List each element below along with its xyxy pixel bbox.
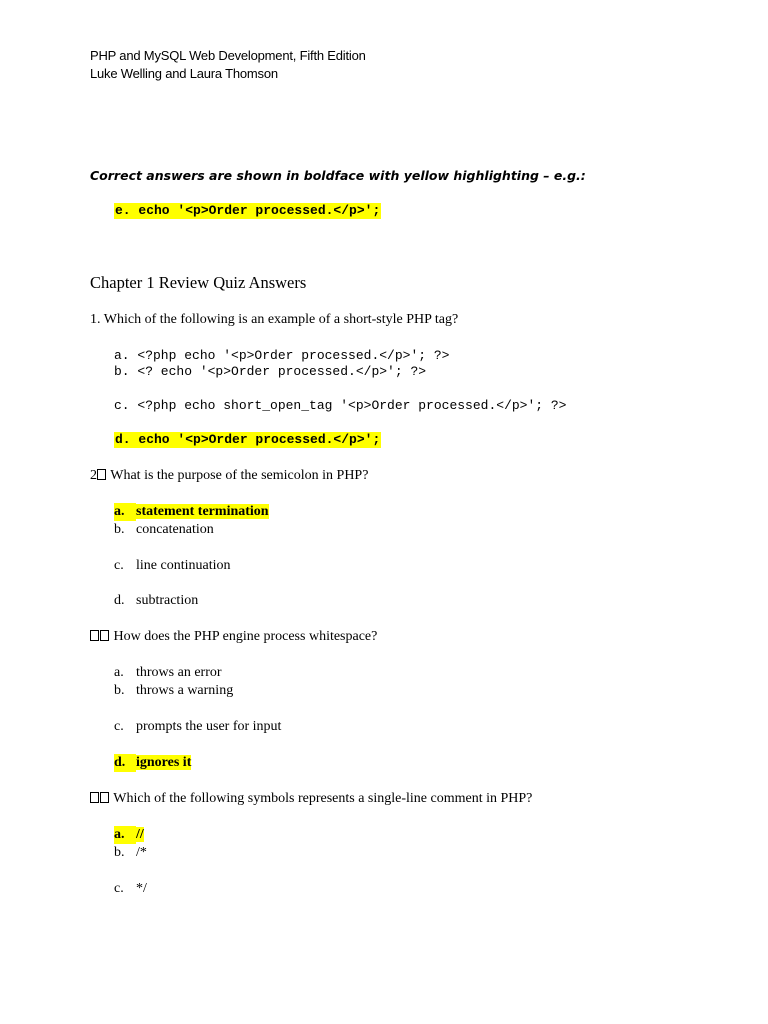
option-text: */ (136, 881, 147, 896)
option-text: prompts the user for input (136, 719, 282, 734)
q1-option-d-correct: d. echo '<p>Order processed.</p>'; (115, 432, 381, 447)
missing-glyph-icon (100, 630, 109, 641)
option-letter: a. (114, 826, 136, 844)
option-letter: d. (114, 593, 125, 608)
missing-glyph-icon (97, 469, 106, 480)
question-2-number: 2 (90, 468, 97, 483)
q4-option-c (114, 880, 147, 898)
q1-option-a: a. <?php echo '<p>Order processed.</p>'; ?> (114, 348, 450, 363)
option-text: subtraction (136, 593, 199, 608)
q4-option-b (114, 844, 147, 862)
book-title: PHP and MySQL Web Development, Fifth Edition (90, 48, 366, 63)
missing-glyph-icon (100, 792, 109, 803)
option-text: statement termination (136, 504, 269, 519)
option-letter: c. (114, 558, 124, 573)
missing-glyph-icon (90, 630, 99, 641)
q3-option-c (114, 718, 281, 736)
q3-option-a (114, 664, 222, 682)
document-header (90, 47, 366, 83)
option-letter: b. (114, 522, 125, 537)
option-text: // (136, 827, 144, 842)
option-letter: c. (114, 719, 124, 734)
q1-option-b: b. <? echo '<p>Order processed.</p>'; ?> (114, 364, 427, 379)
option-text: throws a warning (136, 683, 234, 698)
q4-option-a-correct (114, 826, 144, 844)
option-text: throws an error (136, 665, 222, 680)
question-2-text: What is the purpose of the semicolon in PHP? (107, 468, 369, 483)
missing-glyph-icon (90, 792, 99, 803)
option-text: /* (136, 845, 147, 860)
q3-option-b (114, 682, 233, 700)
question-1: 1. Which of the following is an example of a short-style PHP tag? (90, 312, 459, 327)
option-text: line continuation (136, 558, 231, 573)
chapter-title: Chapter 1 Review Quiz Answers (90, 273, 307, 292)
answer-key-example: e. echo '<p>Order processed.</p>'; (115, 203, 381, 218)
option-letter: b. (114, 845, 125, 860)
book-authors: Luke Welling and Laura Thomson (90, 66, 278, 81)
question-2 (90, 468, 368, 484)
question-3 (90, 629, 377, 645)
option-letter: b. (114, 683, 125, 698)
q3-option-d-correct (114, 754, 191, 772)
q1-option-c: c. <?php echo short_open_tag '<p>Order processed.</p>'; ?> (114, 398, 567, 413)
q2-option-d (114, 592, 198, 610)
option-text: concatenation (136, 522, 214, 537)
answer-key-note: Correct answers are shown in boldface with yellow highlighting – e.g.: (90, 168, 586, 183)
option-letter: a. (114, 665, 124, 680)
question-3-text: How does the PHP engine process whitespace? (110, 629, 378, 644)
q2-option-c (114, 557, 230, 575)
q2-option-b (114, 521, 214, 539)
question-4-text: Which of the following symbols represents a single-line comment in PHP? (110, 791, 533, 806)
q2-option-a-correct (114, 503, 269, 521)
option-text: ignores it (136, 755, 192, 770)
option-letter: c. (114, 881, 124, 896)
option-letter: d. (114, 754, 136, 772)
option-letter: a. (114, 503, 136, 521)
question-4 (90, 791, 532, 807)
